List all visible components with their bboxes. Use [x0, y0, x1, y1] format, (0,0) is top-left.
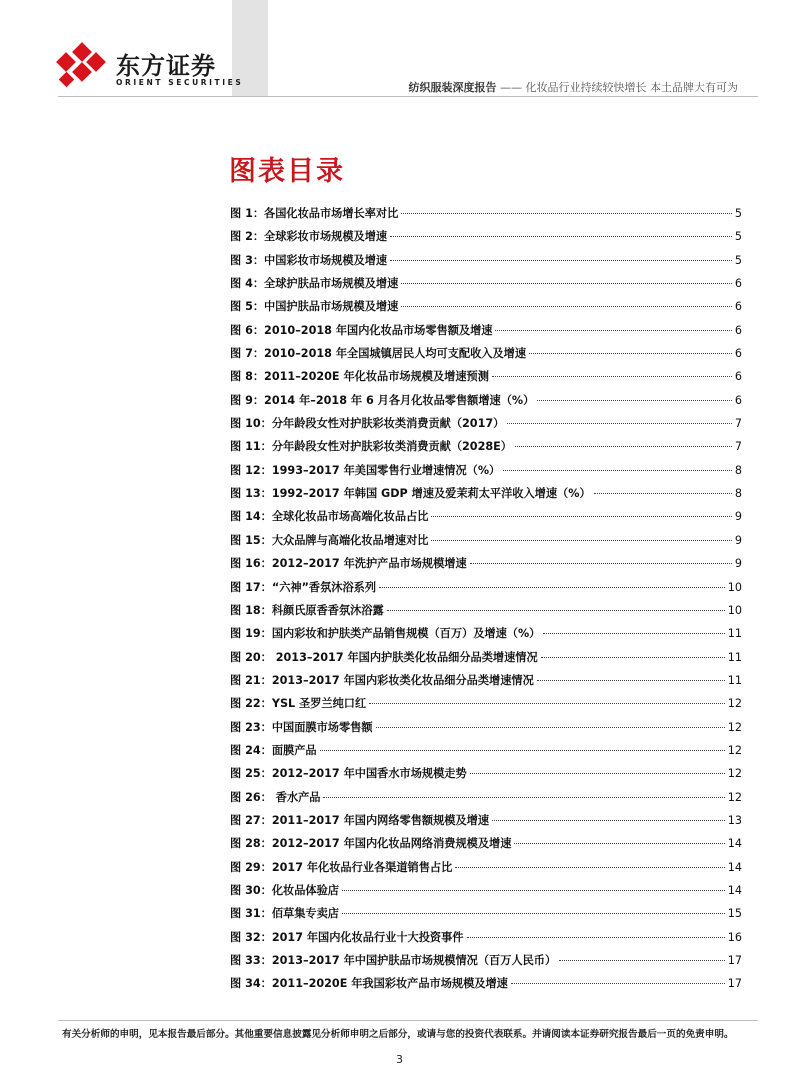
toc-entry-page[interactable]: 14	[727, 883, 742, 897]
toc-leader-dots	[529, 353, 732, 354]
toc-entry-label[interactable]: 图 8：2011–2020E 年化妆品市场规模及增速预测	[230, 370, 489, 384]
toc-entry-label[interactable]: 图 32：2017 年国内化妆品行业十大投资事件	[230, 930, 464, 944]
toc-leader-dots	[492, 820, 725, 821]
toc-entry[interactable]	[230, 719, 742, 742]
toc-entry-label[interactable]: 图 9：2014 年–2018 年 6 月各月化妆品零售额增速（%）	[230, 393, 535, 407]
toc-entry[interactable]	[230, 532, 742, 555]
toc-entry[interactable]	[230, 905, 742, 928]
toc-entry-label[interactable]: 图 29：2017 年化妆品行业各渠道销售占比	[230, 860, 453, 874]
toc-entry-label[interactable]: 图 22：YSL 圣罗兰纯口红	[230, 697, 367, 711]
toc-entry-label[interactable]: 图 21：2013–2017 年国内彩妆类化妆品细分品类增速情况	[230, 673, 534, 687]
toc-entry[interactable]	[230, 602, 742, 625]
toc-entry-page[interactable]: 6	[734, 393, 742, 407]
toc-entry[interactable]	[230, 228, 742, 251]
toc-leader-dots	[537, 400, 732, 401]
report-subtitle: 化妆品行业持续较快增长 本土品牌大有可为	[525, 81, 738, 94]
toc-leader-dots	[431, 540, 731, 541]
toc-entry-page[interactable]: 12	[727, 790, 742, 804]
toc-entry-page[interactable]: 7	[734, 417, 742, 431]
toc-entry[interactable]	[230, 462, 742, 485]
toc-entry[interactable]	[230, 368, 742, 391]
toc-entry-page[interactable]: 6	[734, 323, 742, 337]
toc-entry-page[interactable]: 12	[727, 743, 742, 757]
toc-entry-page[interactable]: 17	[727, 977, 742, 991]
footer-disclaimer: 有关分析师的申明，见本报告最后部分。其他重要信息披露见分析师申明之后部分，或请与您的投资代表联系。并请阅读本证券研究报告最后一页的免责申明。	[62, 1029, 734, 1040]
toc-entry-page[interactable]: 6	[734, 370, 742, 384]
toc-entry-label[interactable]: 图 13：1992–2017 年韩国 GDP 增速及爱茉莉太平洋收入增速（%）	[230, 487, 591, 501]
toc-list	[230, 205, 742, 999]
toc-entry[interactable]	[230, 859, 742, 882]
toc-leader-dots	[390, 260, 732, 261]
report-header	[409, 79, 739, 95]
toc-leader-dots	[507, 423, 732, 424]
toc-entry-label[interactable]: 图 5：中国护肤品市场规模及增速	[230, 300, 399, 314]
toc-leader-dots	[342, 913, 725, 914]
toc-entry-page[interactable]: 17	[727, 954, 742, 967]
toc-entry-label[interactable]: 图 33：2013–2017 年中国护肤品市场规模情况（百万人民币）	[230, 954, 557, 967]
toc-entry[interactable]	[230, 835, 742, 858]
toc-entry-page[interactable]: 9	[734, 533, 742, 547]
toc-leader-dots	[342, 890, 725, 891]
toc-entry-page[interactable]: 9	[734, 510, 742, 524]
toc-entry-label[interactable]: 图 11：分年龄段女性对护肤彩妆类消费贡献（2028E）	[230, 440, 512, 454]
toc-entry-page[interactable]: 10	[727, 603, 742, 617]
toc-entry-page[interactable]: 12	[727, 697, 742, 711]
toc-leader-dots	[537, 680, 725, 681]
toc-entry-label[interactable]: 图 24：面膜产品	[230, 743, 317, 757]
toc-entry[interactable]	[230, 579, 742, 602]
toc-entry-label[interactable]: 图 25：2012–2017 年中国香水市场规模走势	[230, 767, 467, 781]
toc-entry-label[interactable]: 图 23：中国面膜市场零售额	[230, 720, 373, 734]
brand-name-en: ORIENT SECURITIES	[116, 78, 244, 87]
toc-entry-page[interactable]: 6	[734, 300, 742, 314]
toc-leader-dots	[543, 633, 724, 634]
toc-leader-dots	[470, 773, 725, 774]
toc-entry[interactable]	[230, 252, 742, 275]
toc-leader-dots	[455, 867, 724, 868]
toc-entry[interactable]	[230, 625, 742, 648]
toc-entry-label[interactable]: 图 12：1993–2017 年美国零售行业增速情况（%）	[230, 463, 501, 477]
toc-entry[interactable]	[230, 415, 742, 438]
toc-entry-label[interactable]: 图 17：“六神”香氛沐浴系列	[230, 580, 377, 594]
toc-entry-page[interactable]: 12	[727, 720, 742, 734]
toc-entry[interactable]	[230, 298, 742, 321]
toc-entry-page[interactable]: 5	[734, 207, 742, 220]
toc-entry-page[interactable]: 8	[734, 487, 742, 501]
toc-entry-page[interactable]: 10	[727, 580, 742, 594]
toc-leader-dots	[323, 797, 724, 798]
toc-entry-page[interactable]: 6	[734, 347, 742, 361]
logo-mark-icon	[56, 42, 108, 94]
toc-entry-page[interactable]: 8	[734, 463, 742, 477]
toc-entry[interactable]	[230, 438, 742, 461]
toc-entry-label[interactable]: 图 6：2010–2018 年国内化妆品市场零售额及增速	[230, 323, 493, 337]
toc-entry-page[interactable]: 5	[734, 230, 742, 244]
header-separator: ——	[500, 81, 522, 94]
toc-leader-dots	[369, 703, 725, 704]
toc-entry[interactable]	[230, 485, 742, 508]
toc-entry-label[interactable]: 图 18：科颜氏原香香氛沐浴露	[230, 603, 384, 617]
toc-leader-dots	[515, 446, 732, 447]
toc-entry-label[interactable]: 图 4：全球护肤品市场规模及增速	[230, 277, 399, 291]
toc-entry[interactable]	[230, 952, 742, 975]
toc-leader-dots	[387, 610, 725, 611]
toc-leader-dots	[376, 727, 725, 728]
footer-divider	[58, 1020, 758, 1021]
toc-entry-page[interactable]: 14	[727, 837, 742, 851]
toc-leader-dots	[467, 937, 725, 938]
report-category: 纺织服装深度报告	[408, 81, 497, 94]
header-divider	[58, 96, 758, 97]
toc-leader-dots	[401, 213, 732, 214]
toc-entry-label[interactable]: 图 7：2010–2018 年全国城镇居民人均可支配收入及增速	[230, 347, 527, 361]
toc-leader-dots	[492, 376, 732, 377]
toc-entry[interactable]	[230, 275, 742, 298]
toc-entry[interactable]	[230, 322, 742, 345]
toc-leader-dots	[431, 516, 731, 517]
toc-entry-page[interactable]: 15	[727, 907, 742, 921]
toc-entry[interactable]	[230, 789, 742, 812]
toc-leader-dots	[390, 236, 732, 237]
toc-leader-dots	[514, 843, 724, 844]
toc-entry[interactable]	[230, 765, 742, 788]
toc-entry-page[interactable]: 9	[734, 557, 742, 571]
toc-leader-dots	[495, 330, 731, 331]
toc-leader-dots	[511, 983, 725, 984]
toc-entry-label[interactable]: 图 19：国内彩妆和护肤类产品销售规模（百万）及增速（%）	[230, 627, 541, 641]
toc-entry-label[interactable]: 图 30：化妆品体验店	[230, 883, 339, 897]
toc-entry-label[interactable]: 图 28：2012–2017 年国内化妆品网络消费规模及增速	[230, 837, 512, 851]
toc-entry-label[interactable]: 图 2：全球彩妆市场规模及增速	[230, 230, 388, 244]
toc-leader-dots	[594, 493, 732, 494]
toc-entry-label[interactable]: 图 16：2012–2017 年洗护产品市场规模增速	[230, 557, 467, 571]
toc-entry-page[interactable]: 12	[727, 767, 742, 781]
toc-entry-label[interactable]: 图 26： 香水产品	[230, 790, 321, 804]
toc-entry-page[interactable]: 5	[734, 253, 742, 267]
toc-leader-dots	[503, 470, 732, 471]
toc-entry-label[interactable]: 图 10：分年龄段女性对护肤彩妆类消费贡献（2017）	[230, 417, 505, 431]
toc-entry[interactable]	[230, 882, 742, 905]
toc-entry[interactable]	[230, 345, 742, 368]
toc-leader-dots	[541, 657, 725, 658]
toc-entry[interactable]	[230, 812, 742, 835]
toc-entry[interactable]	[230, 392, 742, 415]
toc-leader-dots	[470, 563, 732, 564]
toc-leader-dots	[320, 750, 725, 751]
toc-entry-page[interactable]: 13	[727, 813, 742, 827]
toc-entry-page[interactable]: 16	[727, 930, 742, 944]
toc-entry-label[interactable]: 图 1：各国化妆品市场增长率对比	[230, 207, 399, 220]
toc-leader-dots	[379, 587, 725, 588]
toc-leader-dots	[401, 306, 732, 307]
toc-entry-page[interactable]: 7	[734, 440, 742, 454]
toc-entry-page[interactable]: 6	[734, 277, 742, 291]
toc-entry-label[interactable]: 图 14：全球化妆品市场高端化妆品占比	[230, 510, 429, 524]
toc-entry[interactable]	[230, 929, 742, 952]
toc-entry-page[interactable]: 11	[727, 627, 742, 641]
toc-entry[interactable]	[230, 649, 742, 672]
toc-entry[interactable]	[230, 555, 742, 578]
toc-entry[interactable]	[230, 672, 742, 695]
toc-entry[interactable]	[230, 742, 742, 765]
toc-entry-label[interactable]: 图 15：大众品牌与高端化妆品增速对比	[230, 533, 429, 547]
toc-entry[interactable]	[230, 975, 742, 998]
toc-leader-dots	[559, 960, 725, 961]
toc-entry-page[interactable]: 11	[727, 650, 742, 664]
toc-entry-page[interactable]: 11	[727, 673, 742, 687]
toc-entry-label[interactable]: 图 34：2011–2020E 年我国彩妆产品市场规模及增速	[230, 977, 508, 991]
toc-entry[interactable]	[230, 508, 742, 531]
toc-entry-label[interactable]: 图 31：佰草集专卖店	[230, 907, 339, 921]
page-number: 3	[396, 1053, 403, 1066]
brand-logo	[56, 40, 244, 96]
brand-name-cn: 东方证券	[116, 52, 216, 80]
toc-entry[interactable]	[230, 695, 742, 718]
toc-entry-label[interactable]: 图 20： 2013–2017 年国内护肤类化妆品细分品类增速情况	[230, 650, 538, 664]
toc-entry-page[interactable]: 14	[727, 860, 742, 874]
toc-leader-dots	[401, 283, 732, 284]
toc-title: 图表目录	[229, 156, 345, 187]
toc-entry-label[interactable]: 图 3：中国彩妆市场规模及增速	[230, 253, 388, 267]
toc-entry-label[interactable]: 图 27：2011–2017 年国内网络零售额规模及增速	[230, 813, 490, 827]
toc-entry[interactable]	[230, 205, 742, 228]
